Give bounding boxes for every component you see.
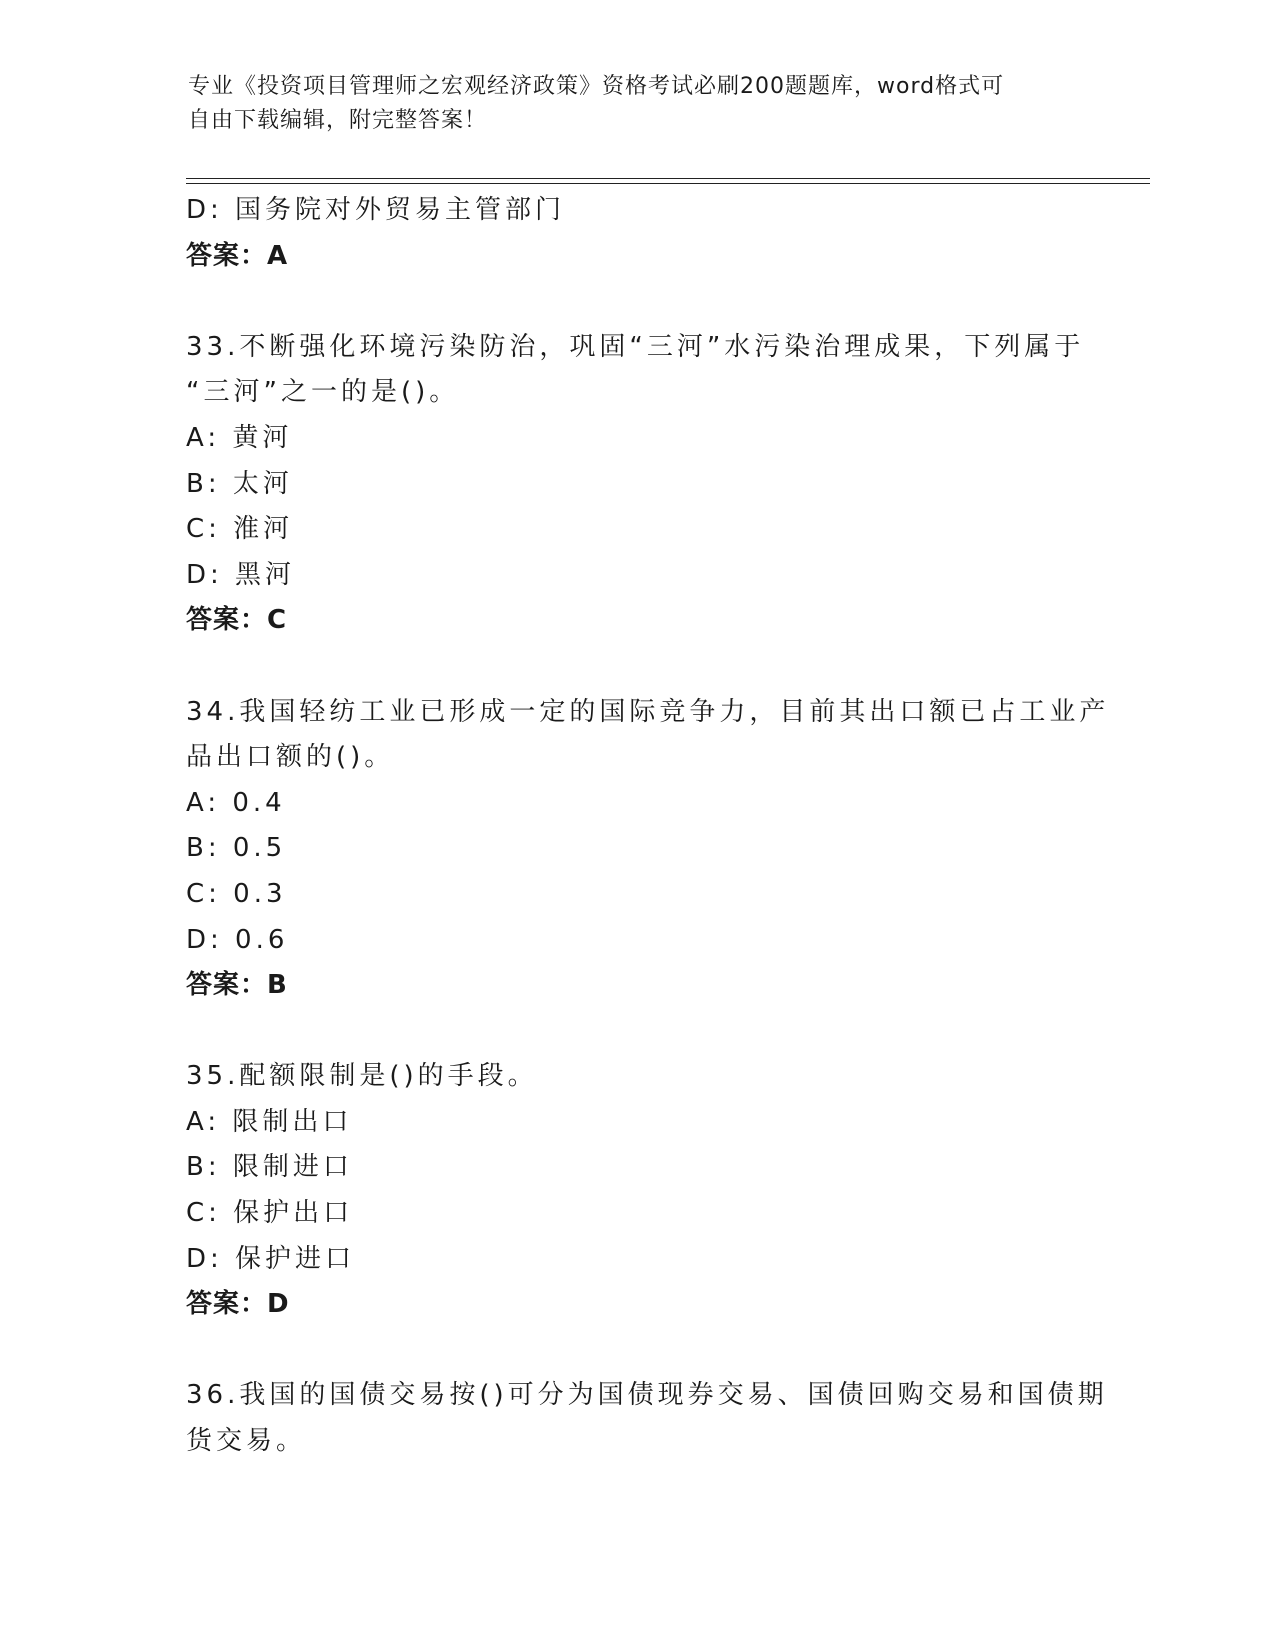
answer: 答案：C [186,605,288,636]
question-text-line-2: 货交易。 [186,1426,307,1457]
header-divider-top [186,178,1150,179]
question-33 [186,325,1086,644]
question-36 [186,1373,1108,1464]
question-text-line-1: 36.我国的国债交易按()可分为国债现券交易、国债回购交易和国债期 [186,1380,1108,1411]
option-b: B: 太河 [186,468,293,499]
question-text-line-1: 33.不断强化环境污染防治，巩固“三河”水污染治理成果，下列属于 [186,331,1085,362]
question-35 [186,1054,1086,1328]
answer: 答案：A [186,240,289,271]
header-line-2: 自由下载编辑，附完整答案！ [188,108,488,133]
document-header [188,70,1068,138]
header-line-1: 专业《投资项目管理师之宏观经济政策》资格考试必刷200题题库，word格式可 [188,74,1005,99]
answer: 答案：B [186,970,288,1001]
option-c: C: 0.3 [186,878,287,909]
option-b: B: 限制进口 [186,1152,353,1183]
question-text-line-1: 34.我国轻纺工业已形成一定的国际竞争力，目前其出口额已占工业产 [186,696,1110,727]
answer: 答案：D [186,1289,290,1320]
header-divider-bottom [186,183,1150,184]
option-a: A: 0.4 [186,787,286,818]
question-34 [186,690,1110,1009]
question-text-line-2: “三河”之一的是()。 [186,377,460,408]
document-body [186,188,1110,1465]
option-a: A: 限制出口 [186,1106,353,1137]
option-b: B: 0.5 [186,833,287,864]
option-d: D: 0.6 [186,924,289,955]
prev-question-tail [186,188,1086,279]
option-c: C: 保护出口 [186,1198,354,1229]
option-c: C: 淮河 [186,514,294,545]
option-d: D: 国务院对外贸易主管部门 [186,195,566,225]
question-text-line-1: 35.配额限制是()的手段。 [186,1061,538,1092]
option-a: A: 黄河 [186,422,293,453]
option-d: D: 黑河 [186,559,296,590]
option-d: D: 保护进口 [186,1243,356,1274]
question-text-line-2: 品出口额的()。 [186,742,395,773]
